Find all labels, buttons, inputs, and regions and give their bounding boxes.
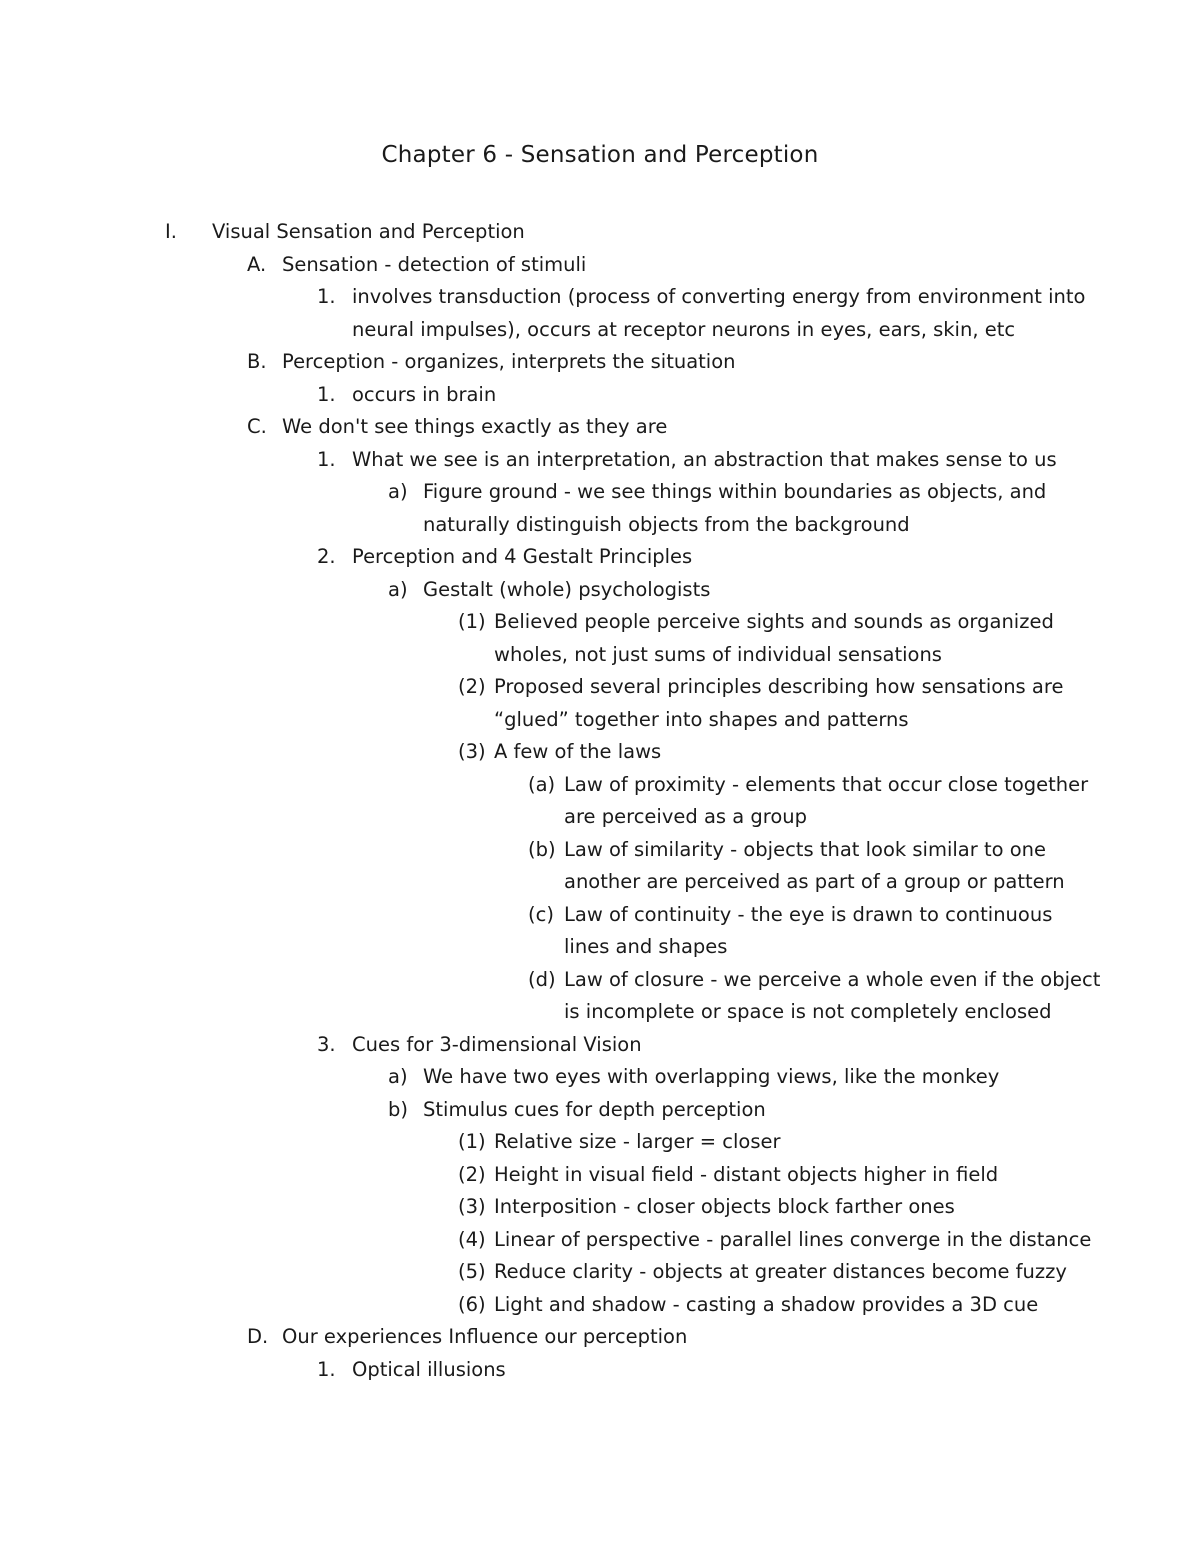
outline-text: lines and shapes [564,935,728,958]
outline-text: are perceived as a group [564,805,808,828]
outline-text: Reduce clarity - objects at greater distances become fuzzy [494,1260,1067,1283]
outline-text: We have two eyes with overlapping views, like the monkey [423,1065,1000,1088]
outline-marker: (6) [458,1292,486,1316]
outline-marker: (4) [458,1227,486,1251]
outline-text: Law of closure - we perceive a whole even if the object [564,967,1101,991]
outline-text: Interposition - closer objects block farther ones [494,1195,955,1218]
outline-marker: b) [388,1097,408,1121]
outline-marker: A. [247,252,267,276]
outline-marker: a) [388,577,408,601]
outline-marker: (5) [458,1260,486,1283]
outline-marker: (b) [528,837,556,861]
outline-text: Perception and 4 Gestalt Principles [352,545,693,568]
outline-text: Height in visual field - distant objects higher in field [494,1162,999,1186]
outline-text: We don't see things exactly as they are [282,415,668,438]
outline-text: Visual Sensation and Perception [212,220,525,243]
outline-text: naturally distinguish objects from the background [423,512,910,536]
outline-marker: 1. [317,285,336,308]
outline-text: Relative size - larger = closer [494,1130,781,1153]
outline-text: Sensation - detection of stimuli [282,252,587,276]
page-title: Chapter 6 - Sensation and Perception [381,142,819,168]
outline-marker: B. [247,350,267,373]
outline-text: Believed people perceive sights and sounds as organized [494,610,1054,633]
outline-text: What we see is an interpretation, an abstraction that makes sense to us [352,447,1057,471]
outline-marker: C. [247,415,267,438]
outline-text: Cues for 3-dimensional Vision [352,1032,642,1056]
outline-text: Perception - organizes, interprets the situation [282,350,736,373]
outline-text: Optical illusions [352,1357,506,1381]
outline-marker: (1) [458,610,486,633]
outline-marker: I. [165,220,177,243]
outline-marker: (c) [528,902,554,926]
outline-marker: (3) [458,1195,486,1218]
outline-text: involves transduction (process of converting energy from environment into [352,285,1086,308]
outline-marker: 1. [317,382,336,406]
outline-marker: (3) [458,740,486,763]
outline-text: Our experiences Influence our perception [282,1325,688,1348]
outline-marker: (a) [528,772,556,796]
outline-text: wholes, not just sums of individual sensations [494,642,942,666]
outline-text: “glued” together into shapes and patterns [494,707,909,731]
outline-marker: 2. [317,545,336,568]
outline-text: A few of the laws [494,740,662,763]
outline-text: is incomplete or space is not completely enclosed [564,1000,1052,1023]
outline-marker: a) [388,480,408,503]
outline-text: neural impulses), occurs at receptor neurons in eyes, ears, skin, etc [352,317,1016,341]
outline-text: Law of proximity - elements that occur close together [564,772,1089,796]
outline-marker: D. [247,1325,269,1348]
outline-text: Linear of perspective - parallel lines converge in the distance [494,1227,1092,1251]
outline-text: Proposed several principles describing how sensations are [494,675,1064,698]
outline-text: Light and shadow - casting a shadow provides a 3D cue [494,1292,1039,1316]
outline-text: Stimulus cues for depth perception [423,1097,766,1121]
outline-text: Law of similarity - objects that look similar to one [564,837,1047,861]
outline-marker: 3. [317,1032,336,1056]
outline-marker: (1) [458,1130,486,1153]
outline-text: another are perceived as part of a group or pattern [564,870,1065,893]
outline-text: occurs in brain [352,382,497,406]
outline-text: Gestalt (whole) psychologists [423,577,711,601]
outline-marker: (d) [528,967,556,991]
outline-marker: (2) [458,1162,486,1186]
outline-text: Figure ground - we see things within boundaries as objects, and [423,480,1047,503]
outline-marker: 1. [317,447,336,471]
outline-marker: 1. [317,1357,336,1381]
outline-marker: a) [388,1065,408,1088]
outline-text: Law of continuity - the eye is drawn to continuous [564,902,1053,926]
outline-marker: (2) [458,675,486,698]
